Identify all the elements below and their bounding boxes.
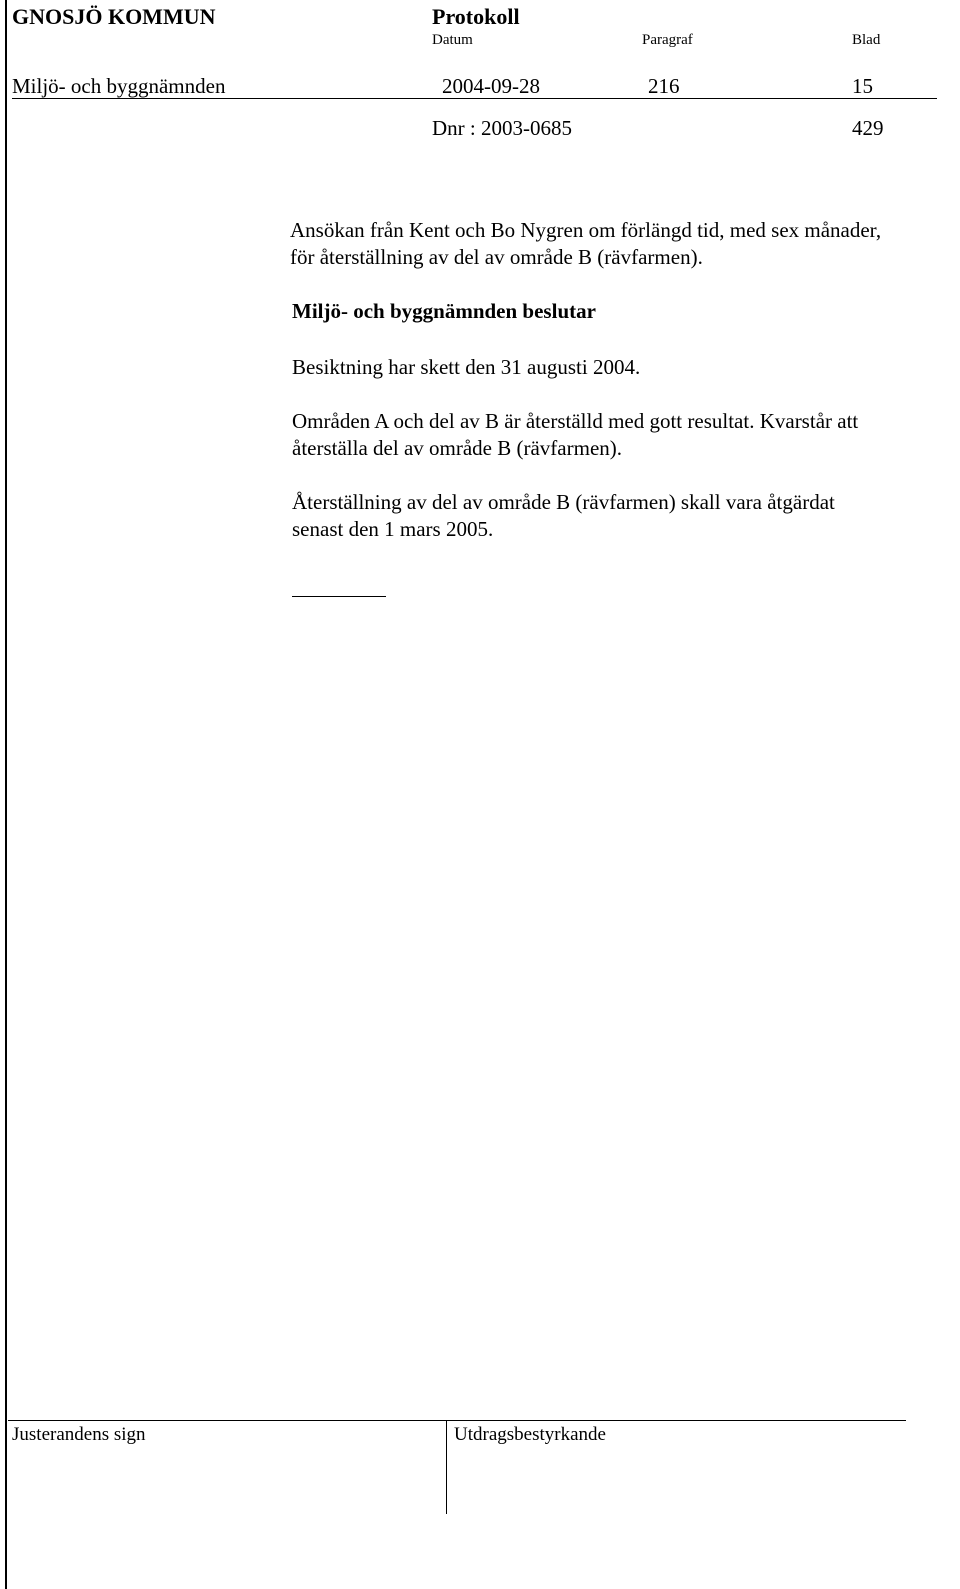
paragraph-line: Återställning av del av område B (rävfarmen) skall vara åtgärdat — [292, 490, 835, 514]
footer-top-rule — [8, 1420, 906, 1421]
adjuster-signature-label: Justerandens sign — [12, 1424, 146, 1445]
decision-heading: Miljö- och byggnämnden beslutar — [292, 299, 596, 323]
section-end-rule — [292, 596, 386, 597]
paragraf-label: Paragraf — [642, 32, 693, 48]
intro-line: för återställning av del av område B (rävfarmen). — [290, 245, 703, 269]
committee-name: Miljö- och byggnämnden — [12, 74, 226, 98]
decision-paragraph-inspection: Besiktning har skett den 31 augusti 2004. — [292, 355, 641, 379]
dnr-number: 429 — [852, 116, 884, 140]
dnr-reference: Dnr : 2003-0685 — [432, 116, 572, 140]
paragraph-line: återställa del av område B (rävfarmen). — [292, 436, 623, 460]
header-divider — [12, 98, 937, 99]
left-margin-rule — [5, 0, 7, 1589]
footer-column-divider — [446, 1420, 447, 1514]
intro-paragraph — [290, 217, 881, 271]
datum-label: Datum — [432, 32, 473, 48]
decision-paragraph-status — [292, 408, 858, 462]
paragraf-value: 216 — [648, 74, 680, 98]
paragraph-line: Områden A och del av B är återställd med gott resultat. Kvarstår att — [292, 409, 859, 433]
blad-value: 15 — [852, 74, 873, 98]
blad-label: Blad — [852, 32, 881, 48]
paragraph-line: senast den 1 mars 2005. — [292, 517, 494, 541]
intro-line: Ansökan från Kent och Bo Nygren om förlängd tid, med sex månader, — [290, 218, 882, 242]
document-type: Protokoll — [432, 4, 520, 29]
decision-paragraph-deadline — [292, 489, 835, 543]
extract-certification-label: Utdragsbestyrkande — [454, 1424, 606, 1445]
organization-name: GNOSJÖ KOMMUN — [12, 4, 216, 29]
datum-value: 2004-09-28 — [442, 74, 540, 98]
